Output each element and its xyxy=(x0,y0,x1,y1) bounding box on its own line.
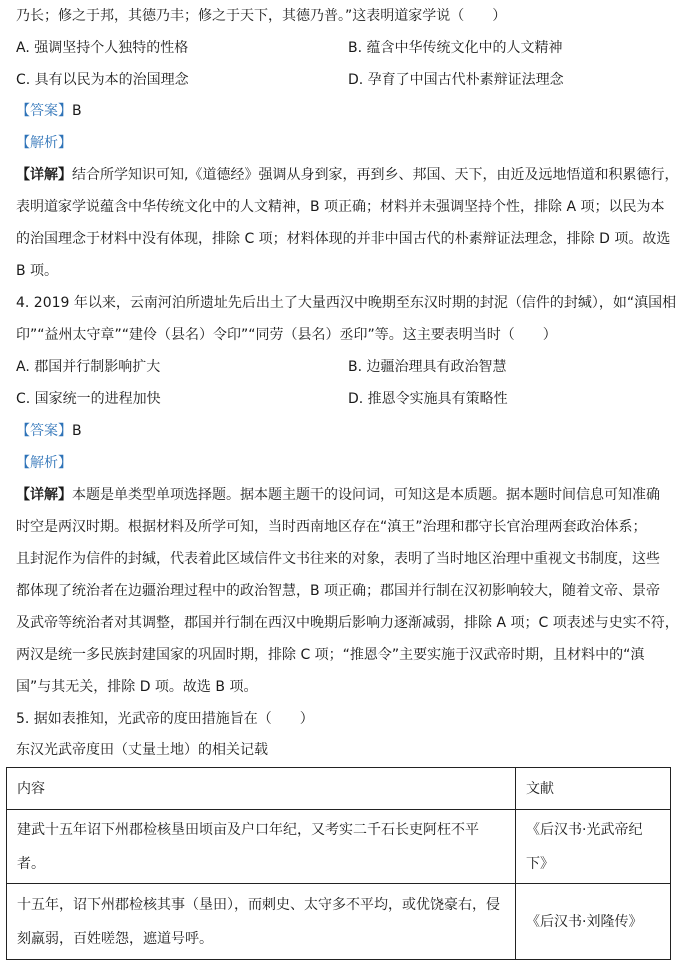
q4-option-d: D. 推恩令实施具有策略性 xyxy=(348,391,508,407)
q3-answer xyxy=(16,101,82,121)
row-1-content xyxy=(7,810,516,884)
row-2-content xyxy=(7,884,516,960)
row-2-source-line-1: 《后汉书·刘隆传》 xyxy=(526,913,643,930)
q4-detail-line-1 xyxy=(16,485,660,505)
q4-analysis-label: 【解析】 xyxy=(16,455,72,471)
answer-label: 【答案】 xyxy=(16,103,72,119)
q3-option-a: A. 强调坚持个人独特的性格 xyxy=(16,40,189,56)
row-2-source xyxy=(516,884,671,960)
q4-detail-line-6: 两汉是统一多民族封建国家的巩固时期，排除 C 项；“推恩令”主要实施于汉武帝时期，且材料中的“滇 xyxy=(16,647,645,663)
q3-stem-tail: 乃长；修之于邦，其德乃丰；修之于天下，其德乃普。”这表明道家学说（ ） xyxy=(16,8,507,24)
q4-option-c: C. 国家统一的进程加快 xyxy=(16,391,161,407)
detail-label: 【详解】 xyxy=(16,167,72,183)
header-source: 文献 xyxy=(516,768,671,810)
table-row xyxy=(7,810,671,884)
q4-option-a: A. 郡国并行制影响扩大 xyxy=(16,359,161,375)
q3-detail-line-1 xyxy=(16,165,678,185)
row-2-content-line-2: 刻羸弱，百姓嗟怨，遮道号呼。 xyxy=(17,930,213,947)
q5-table-title: 东汉光武帝度田（丈量土地）的相关记载 xyxy=(16,742,268,758)
answer-value: B xyxy=(72,423,82,439)
q4-answer xyxy=(16,421,82,441)
q4-detail-line-7: 国”与其无关，排除 D 项。故选 B 项。 xyxy=(16,679,258,695)
q4-detail-line-4: 都体现了统治者在边疆治理过程中的政治智慧，B 项正确；郡国并行制在汉初影响较大，随着文帝、景帝 xyxy=(16,583,661,599)
q3-analysis-label: 【解析】 xyxy=(16,135,72,151)
q3-option-b: B. 蕴含中华传统文化中的人文精神 xyxy=(348,40,563,56)
table-header-row xyxy=(7,768,671,810)
q4-option-b: B. 边疆治理具有政治智慧 xyxy=(348,359,507,375)
q3-option-c: C. 具有以民为本的治国理念 xyxy=(16,72,189,88)
table-row xyxy=(7,884,671,960)
q4-detail-line-3: 且封泥作为信件的封缄，代表着此区域信件文书往来的对象，表明了当时地区治理中重视文书制度，这些 xyxy=(16,551,660,567)
answer-label: 【答案】 xyxy=(16,423,72,439)
answer-value: B xyxy=(72,103,82,119)
q4-detail-line-5: 及武帝等统治者对其调整，郡国并行制在西汉中晚期后影响力逐渐减弱，排除 A 项；C 项表述与史实不符， xyxy=(16,615,679,631)
q3-detail-line-2: 表明道家学说蕴含中华传统文化中的人文精神，B 项正确；材料并未强调坚持个性，排除 A 项；以民为本 xyxy=(16,199,665,215)
records-table xyxy=(6,767,671,960)
row-2-content-line-1: 十五年，诏下州郡检核其事（垦田），而刺史、太守多不平均，或优饶豪右，侵 xyxy=(17,896,500,913)
detail-label: 【详解】 xyxy=(16,487,72,503)
q3-option-d: D. 孕育了中国古代朴素辩证法理念 xyxy=(348,72,564,88)
q4-stem-line-1: 4. 2019 年以来，云南河泊所遗址先后出土了大量西汉中晚期至东汉时期的封泥（信件的封缄），如“滇国相 xyxy=(16,295,677,311)
header-content: 内容 xyxy=(7,768,516,810)
q3-detail-line-4: B 项。 xyxy=(16,263,59,279)
detail-text: 结合所学知识可知,《道德经》强调从身到家，再到乡、邦国、天下，由近及远地悟道和积累德行， xyxy=(72,167,679,183)
detail-text: 本题是单类型单项选择题。据本题主题干的设问词，可知这是本质题。据本题时间信息可知准确 xyxy=(72,487,660,503)
row-1-content-line-1: 建武十五年诏下州郡检核垦田顷亩及户口年纪，又考实二千石长吏阿枉不平者。 xyxy=(17,821,479,872)
row-1-source-line-2: 下》 xyxy=(526,855,554,872)
row-1-source-line-1: 《后汉书·光武帝纪 xyxy=(526,821,643,838)
q4-stem-line-2: 印”“益州太守章”“建伶（县名）令印”“同劳（县名）丞印”等。这主要表明当时（ ） xyxy=(16,327,557,343)
q5-stem: 5. 据如表推知，光武帝的度田措施旨在（ ） xyxy=(16,711,314,727)
q3-detail-line-3: 的治国理念于材料中没有体现，排除 C 项；材料体现的并非中国古代的朴素辩证法理念，排除 D 项。故选 xyxy=(16,231,671,247)
row-1-source xyxy=(516,810,671,884)
q4-detail-line-2: 时空是两汉时期。根据材料及所学可知，当时西南地区存在“滇王”治理和郡守长官治理两套政治体系； xyxy=(16,519,647,535)
